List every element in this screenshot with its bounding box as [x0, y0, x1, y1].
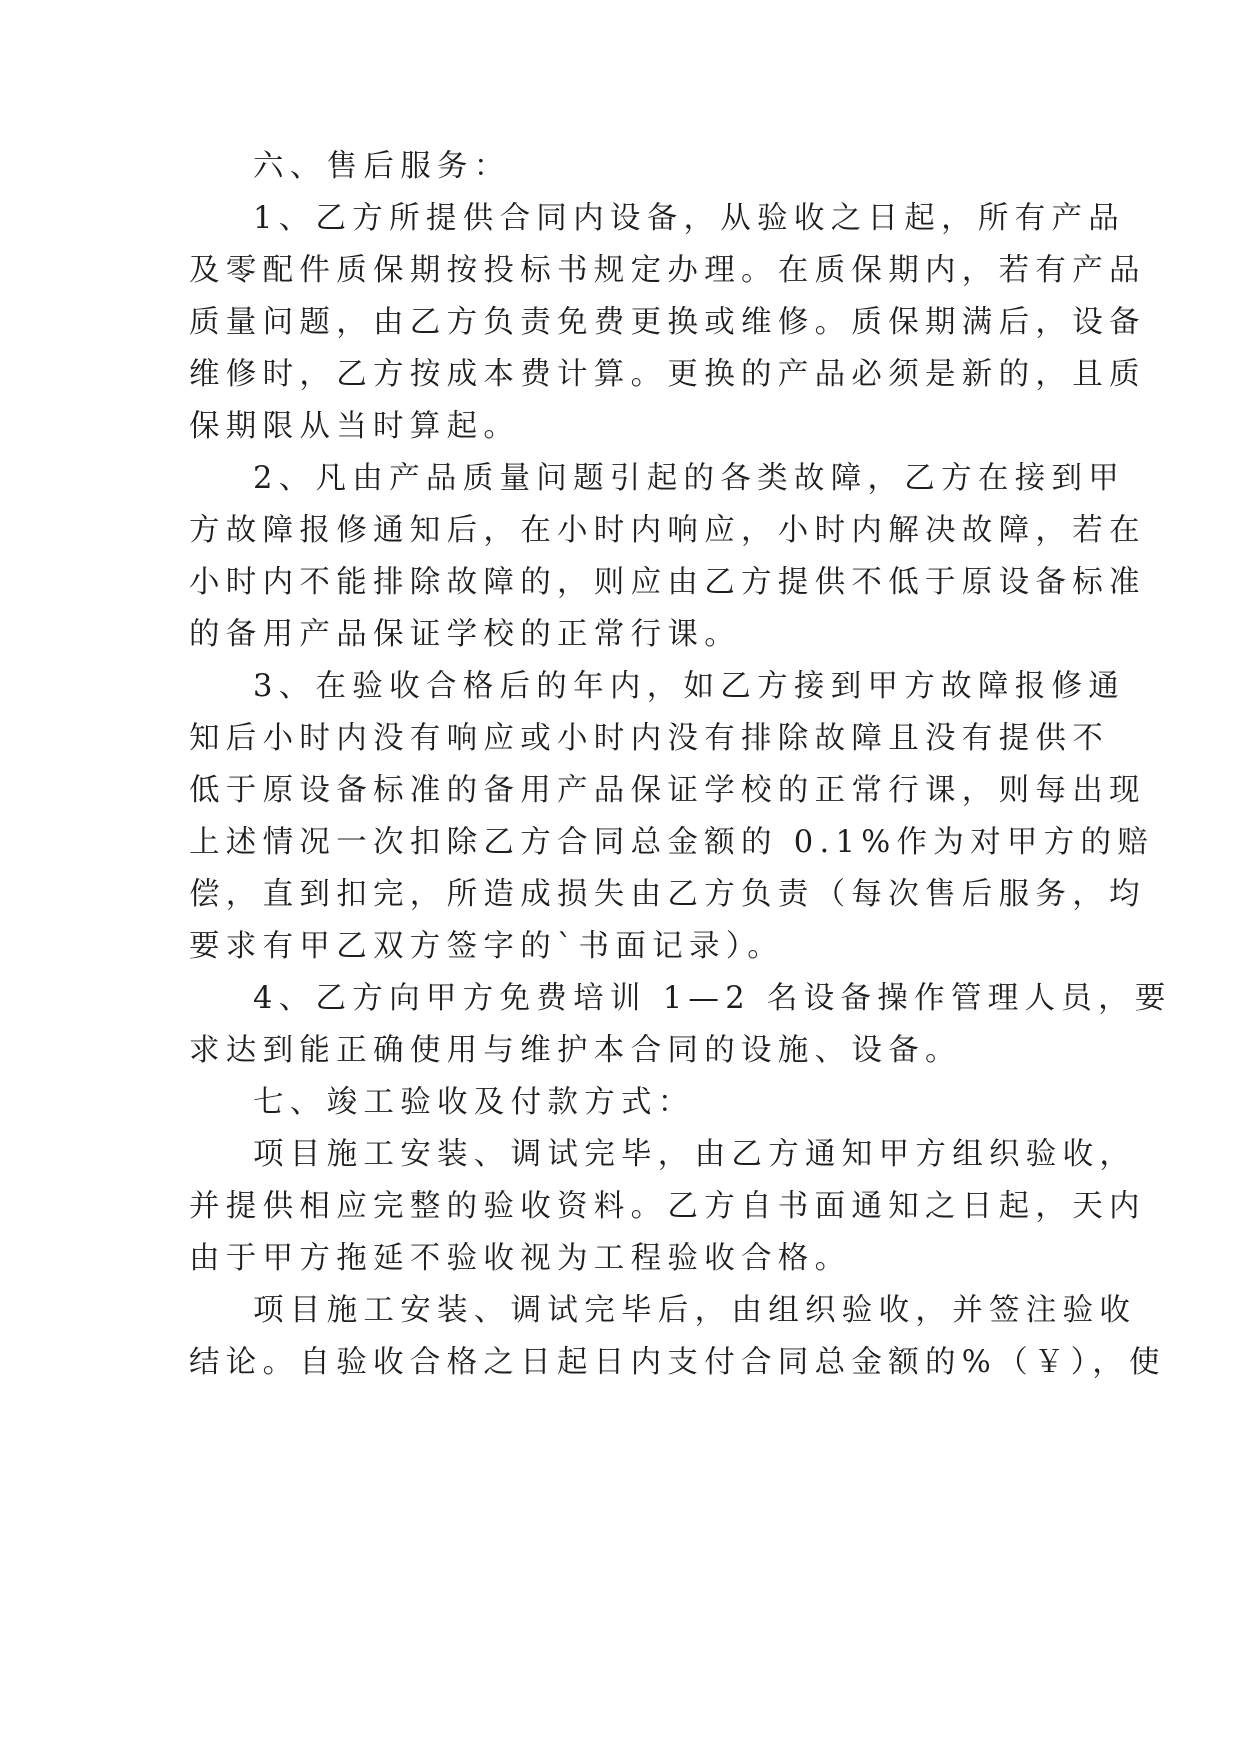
paragraph-line: 上述情况一次扣除乙方合同总金额的 0.1%作为对甲方的赔 [189, 825, 1155, 860]
paragraph-line: 由于甲方拖延不验收视为工程验收合格。 [189, 1241, 852, 1276]
paragraph-line: 方故障报修通知后，在小时内响应，小时内解决故障，若在 [189, 513, 1146, 548]
paragraph-line: 项目施工安装、调试完毕，由乙方通知甲方组织验收， [253, 1137, 1137, 1172]
paragraph-line: 偿，直到扣完，所造成损失由乙方负责（每次售后服务，均 [189, 877, 1146, 912]
paragraph-line: 低于原设备标准的备用产品保证学校的正常行课，则每出现 [189, 773, 1146, 808]
paragraph-line: 保期限从当时算起。 [189, 409, 521, 444]
paragraph-line: 小时内不能排除故障的，则应由乙方提供不低于原设备标准 [189, 565, 1146, 600]
section-heading-after-sales: 六、售后服务： [253, 149, 511, 184]
paragraph-line: 项目施工安装、调试完毕后，由组织验收，并签注验收 [253, 1293, 1137, 1328]
paragraph-line: 及零配件质保期按投标书规定办理。在质保期内，若有产品 [189, 253, 1146, 288]
section-heading-acceptance-payment: 七、竣工验收及付款方式： [253, 1085, 695, 1120]
paragraph-line: 质量问题，由乙方负责免费更换或维修。质保期满后，设备 [189, 305, 1146, 340]
paragraph-line: 要求有甲乙双方签字的`书面记录）。 [189, 929, 785, 964]
paragraph-line: 维修时，乙方按成本费计算。更换的产品必须是新的，且质 [189, 357, 1146, 392]
paragraph-line: 并提供相应完整的验收资料。乙方自书面通知之日起，天内 [189, 1189, 1146, 1224]
paragraph-line: 4、乙方向甲方免费培训 1—2 名设备操作管理人员，要 [253, 981, 1172, 1016]
paragraph-line: 结论。自验收合格之日起日内支付合同总金额的%（￥），使 [189, 1345, 1166, 1380]
paragraph-line: 的备用产品保证学校的正常行课。 [189, 617, 741, 652]
paragraph-line: 知后小时内没有响应或小时内没有排除故障且没有提供不 [189, 721, 1109, 756]
paragraph-line: 求达到能正确使用与维护本合同的设施、设备。 [189, 1033, 962, 1068]
paragraph-line: 1、乙方所提供合同内设备，从验收之日起，所有产品 [253, 201, 1126, 236]
paragraph-line: 2、凡由产品质量问题引起的各类故障，乙方在接到甲 [253, 461, 1126, 496]
paragraph-line: 3、在验收合格后的年内，如乙方接到甲方故障报修通 [253, 669, 1126, 704]
